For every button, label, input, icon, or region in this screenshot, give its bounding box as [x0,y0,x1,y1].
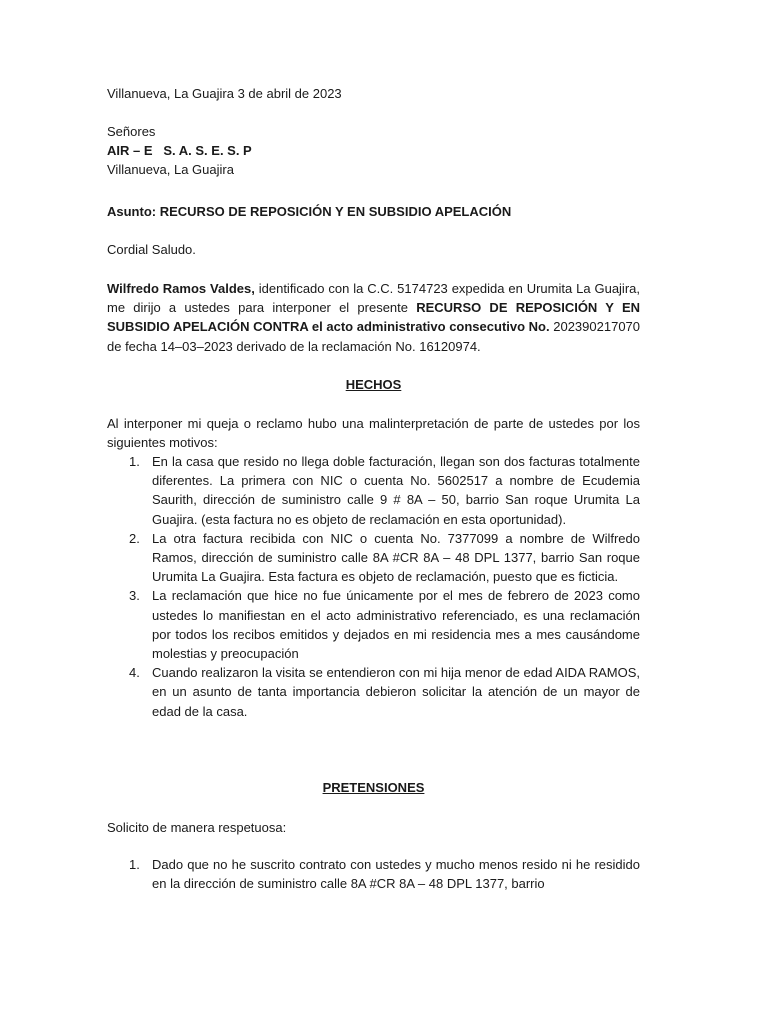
intro-paragraph [107,279,640,356]
list-item-number: 3. [129,588,140,604]
list-item [107,452,640,529]
list-item-text: En la casa que resido no llega doble facturación, llegan son dos facturas totalmente diferentes. La primera con NIC o cuenta No. 5602517 a nombre de Ecudemia Saurith, dirección de suministro calle 9 # 8A – 50, barrio San roque Urumita La Guajira. (esta factura no es objeto de reclamación en esta oportunidad). [152,454,640,527]
list-item-text: Dado que no he suscrito contrato con ustedes y mucho menos resido ni he residido en la dirección de suministro calle 8A #CR 8A – 48 DPL 1377, barrio [152,857,640,892]
recipient-city: Villanueva, La Guajira [107,162,234,177]
subject-text: RECURSO DE REPOSICIÓN Y EN SUBSIDIO APELACIÓN [156,204,512,219]
greeting: Cordial Saludo. [107,242,196,257]
list-item-text: Cuando realizaron la visita se entendieron con mi hija menor de edad AIDA RAMOS, en un asunto de tanta importancia debieron solicitar la atención de un mayor de edad de la casa. [152,665,640,719]
list-item [107,529,640,587]
intro-text-1: identificado con la C.C. 5174723 expedida en Urumita La Guajira, me dirijo a ustedes para interponer el presente [107,281,640,316]
place-date: Villanueva, La Guajira 3 de abril de 2023 [107,86,342,101]
list-item [107,663,640,721]
subject-line [107,202,640,221]
pretensiones-intro: Solicito de manera respetuosa: [107,820,287,835]
hechos-intro: Al interponer mi queja o reclamo hubo una malinterpretación de parte de ustedes por los siguientes motivos: [107,416,640,451]
intro-text-2: 202390217070 de fecha 14–03–2023 derivado de la reclamación No. 16120974. [107,319,641,354]
pretensiones-list [107,855,640,893]
sender-name: Wilfredo Ramos Valdes, [107,281,255,296]
list-item-text: La otra factura recibida con NIC o cuenta No. 7377099 a nombre de Wilfredo Ramos, dirección de suministro calle 8A #CR 8A – 48 DPL 1377, barrio San roque Urumita La Guajira. Esta factura es objeto de reclamación, puesto que es ficticia. [152,530,640,585]
list-item-number: 1. [129,857,140,872]
hechos-heading: HECHOS [345,377,402,392]
list-item-number: 2. [129,530,140,546]
list-item [107,586,640,663]
intro-bold-text: RECURSO DE REPOSICIÓN Y EN SUBSIDIO APELACIÓN CONTRA el acto administrativo consecutivo No. [107,300,641,335]
recipient-salutation: Señores [107,124,156,139]
list-item-text: La reclamación que hice no fue únicamente por el mes de febrero de 2023 como ustedes lo manifiestan en el acto administrativo referenciado, es una reclamación por todos los recibos emitidos y dejados en mi residencia mes a mes causándome molestias y preocupación [152,588,640,662]
list-item [107,855,640,893]
recipient-company: AIR – E S. A. S. E. S. P [107,143,252,158]
pretensiones-heading: PRETENSIONES [322,780,425,795]
list-item-number: 4. [129,665,140,681]
subject-label: Asunto: [107,204,157,219]
hechos-list [107,452,640,721]
list-item-number: 1. [129,454,140,469]
